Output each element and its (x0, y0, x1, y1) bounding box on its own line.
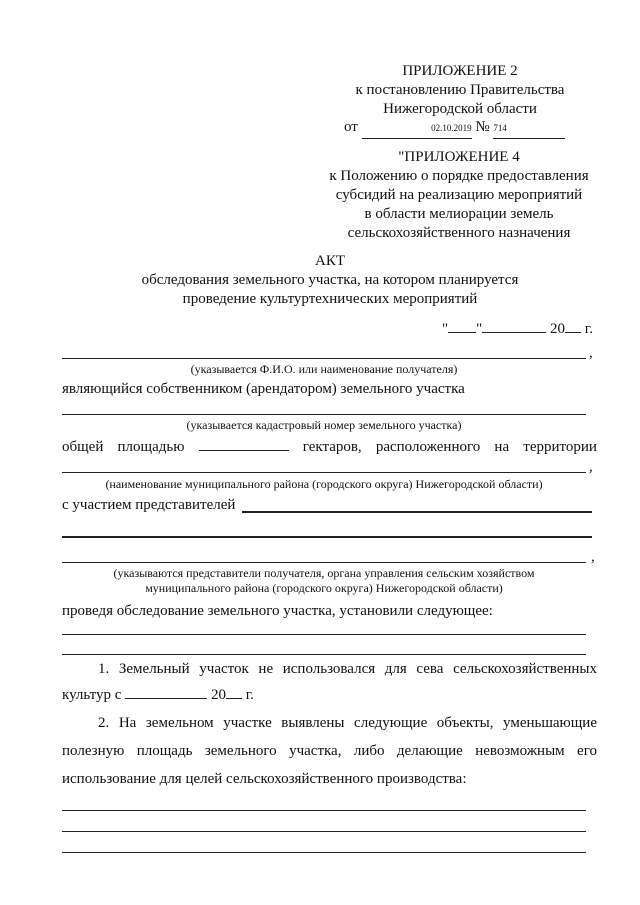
participation-field[interactable] (242, 511, 592, 513)
comma: , (591, 549, 595, 565)
participation-label: с участием представителей (62, 497, 236, 513)
owner-text: являющийся собственником (арендатором) земельного участка (62, 381, 465, 397)
participation-field-3[interactable] (62, 562, 586, 563)
appendix2-block (330, 62, 590, 119)
date-prefix: от (344, 119, 358, 135)
act-subtitle2: проведение культуртехнических мероприятий (182, 291, 478, 307)
objects-field-2[interactable] (62, 831, 586, 832)
act-title: АКТ (315, 253, 345, 269)
hint-representatives (62, 566, 586, 596)
findings-field-2[interactable] (62, 654, 586, 655)
district-field[interactable] (62, 472, 586, 473)
act-title-block (60, 252, 600, 309)
number-sign: № (475, 119, 490, 135)
day-field[interactable] (448, 332, 476, 333)
appendix2-title: ПРИЛОЖЕНИЕ 2 (402, 63, 518, 79)
findings-field-1[interactable] (62, 634, 586, 635)
recipient-field[interactable] (62, 358, 586, 359)
participation-field-2[interactable] (62, 536, 592, 538)
objects-field-1[interactable] (62, 810, 586, 811)
item1-line1: 1. Земельный участок не использовался для сева сельскохозяйственных (98, 661, 597, 677)
month-field[interactable] (482, 332, 546, 333)
hint-district: (наименование муниципального района (городского округа) Нижегородской области) (105, 477, 543, 491)
area-line: общей площадью гектаров, расположенного на территории (62, 439, 597, 455)
established-text: проведя обследование земельного участка, установили следующее: (62, 603, 493, 619)
appendix2-date-line (344, 118, 565, 139)
hint-reps-line1: (указываются представители получателя, органа управления сельским хозяйством (113, 566, 535, 580)
comma: , (589, 459, 593, 475)
item2-line2: полезную площадь земельного участка, либо делающие невозможным его (62, 743, 597, 759)
hint-recipient: (указывается Ф.И.О. или наименование получателя) (190, 362, 458, 376)
comma: , (589, 345, 593, 361)
act-date-line: " " 20 г. (442, 321, 593, 337)
appendix2-line2: Нижегородской области (383, 101, 537, 117)
appendix4-line4: сельскохозяйственного назначения (347, 225, 571, 241)
appendix4-title: "ПРИЛОЖЕНИЕ 4 (398, 149, 520, 165)
hint-cadastral: (указывается кадастровый номер земельного участка) (186, 418, 462, 432)
year-field[interactable] (565, 332, 581, 333)
item2-line1: 2. На земельном участке выявлены следующие объекты, уменьшающие (98, 715, 597, 731)
appendix2-date: 02.10.2019 (431, 123, 472, 133)
area-field[interactable] (199, 450, 289, 451)
objects-field-3[interactable] (62, 852, 586, 853)
item2-line3: использование для целей сельскохозяйственного производства: (62, 771, 467, 787)
appendix4-line3: в области мелиорации земель (364, 206, 554, 222)
cadastral-field[interactable] (62, 414, 586, 415)
appendix4-line1: к Положению о порядке предоставления (329, 168, 589, 184)
appendix4-block (318, 148, 600, 243)
appendix2-number: 714 (493, 123, 507, 133)
item1-line2: культур с 20 г. (62, 687, 254, 703)
item1-date-field[interactable] (125, 698, 207, 699)
appendix2-line1: к постановлению Правительства (355, 82, 565, 98)
item1-year-field[interactable] (226, 698, 242, 699)
appendix4-line2: субсидий на реализацию мероприятий (335, 187, 583, 203)
act-subtitle1: обследования земельного участка, на котором планируется (141, 272, 519, 288)
hint-reps-line2: муниципального района (городского округа) Нижегородской области) (145, 581, 503, 595)
